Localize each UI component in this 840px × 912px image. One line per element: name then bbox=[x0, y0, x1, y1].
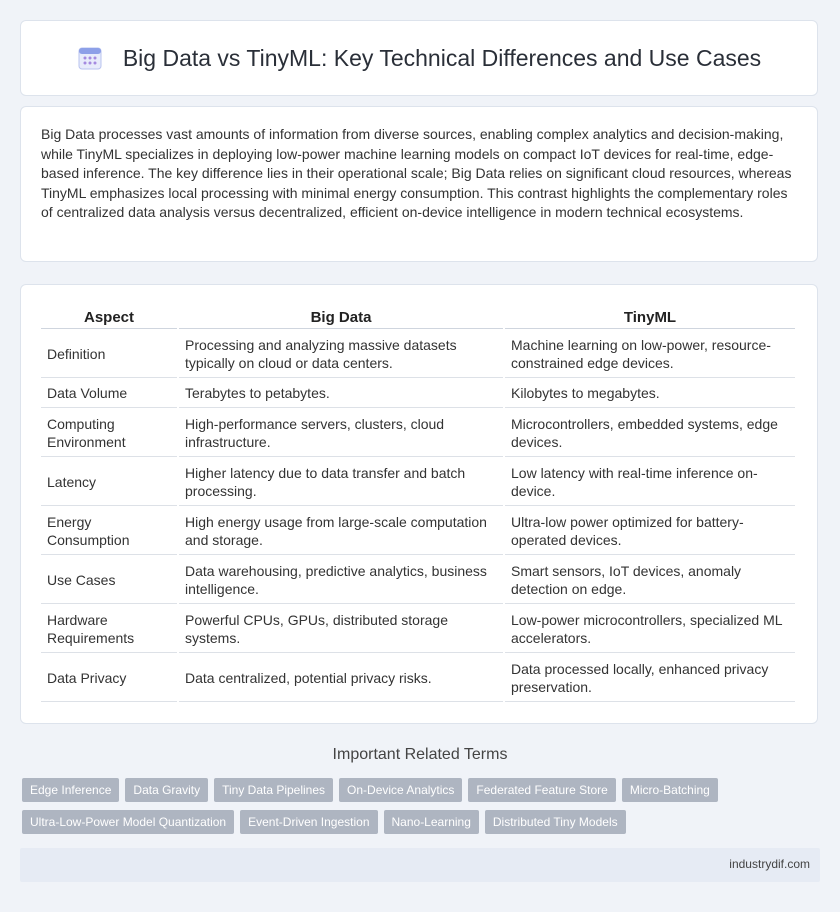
cell-tinyml: Low-power microcontrollers, specialized ML accelerators. bbox=[505, 604, 795, 653]
related-term-tag[interactable]: Tiny Data Pipelines bbox=[214, 778, 333, 802]
table-row bbox=[41, 329, 795, 378]
related-term-tag[interactable]: On-Device Analytics bbox=[339, 778, 462, 802]
footer-site[interactable]: industrydif.com bbox=[729, 857, 810, 871]
cell-aspect: Data Privacy bbox=[41, 653, 177, 702]
cell-aspect: Use Cases bbox=[41, 555, 177, 604]
calendar-grid-icon bbox=[77, 45, 103, 71]
table-row bbox=[41, 378, 795, 408]
related-term-tag[interactable]: Distributed Tiny Models bbox=[485, 810, 626, 834]
related-term-tag[interactable]: Data Gravity bbox=[125, 778, 208, 802]
related-term-tag[interactable]: Event-Driven Ingestion bbox=[240, 810, 377, 834]
page-title: Big Data vs TinyML: Key Technical Differences and Use Cases bbox=[122, 44, 762, 71]
table-header-row bbox=[41, 303, 795, 329]
title-card bbox=[20, 20, 818, 96]
cell-aspect: Energy Consumption bbox=[41, 506, 177, 555]
cell-big-data: Terabytes to petabytes. bbox=[179, 378, 503, 408]
table-row bbox=[41, 555, 795, 604]
header-aspect: Aspect bbox=[41, 303, 177, 329]
comparison-card bbox=[20, 284, 818, 724]
cell-aspect: Computing Environment bbox=[41, 408, 177, 457]
related-terms-title: Important Related Terms bbox=[332, 746, 508, 763]
cell-tinyml: Machine learning on low-power, resource-constrained edge devices. bbox=[505, 329, 795, 378]
cell-big-data: Processing and analyzing massive datasets typically on cloud or data centers. bbox=[179, 329, 503, 378]
cell-aspect: Latency bbox=[41, 457, 177, 506]
related-term-tag[interactable]: Nano-Learning bbox=[384, 810, 479, 834]
table-row bbox=[41, 408, 795, 457]
related-tags-row-2 bbox=[22, 810, 822, 842]
cell-big-data: High energy usage from large-scale computation and storage. bbox=[179, 506, 503, 555]
cell-aspect: Definition bbox=[41, 329, 177, 378]
related-term-tag[interactable]: Edge Inference bbox=[22, 778, 119, 802]
cell-tinyml: Ultra-low power optimized for battery-operated devices. bbox=[505, 506, 795, 555]
cell-big-data: Data warehousing, predictive analytics, business intelligence. bbox=[179, 555, 503, 604]
cell-tinyml: Data processed locally, enhanced privacy preservation. bbox=[505, 653, 795, 702]
cell-tinyml: Microcontrollers, embedded systems, edge devices. bbox=[505, 408, 795, 457]
cell-tinyml: Low latency with real-time inference on-device. bbox=[505, 457, 795, 506]
related-term-tag[interactable]: Federated Feature Store bbox=[468, 778, 615, 802]
cell-aspect: Hardware Requirements bbox=[41, 604, 177, 653]
cell-big-data: Data centralized, potential privacy risks. bbox=[179, 653, 503, 702]
cell-tinyml: Kilobytes to megabytes. bbox=[505, 378, 795, 408]
related-term-tag[interactable]: Ultra-Low-Power Model Quantization bbox=[22, 810, 234, 834]
cell-tinyml: Smart sensors, IoT devices, anomaly detection on edge. bbox=[505, 555, 795, 604]
intro-card bbox=[20, 106, 818, 262]
cell-big-data: High-performance servers, clusters, cloud infrastructure. bbox=[179, 408, 503, 457]
table-row bbox=[41, 457, 795, 506]
cell-big-data: Higher latency due to data transfer and batch processing. bbox=[179, 457, 503, 506]
table-row bbox=[41, 604, 795, 653]
table-row bbox=[41, 653, 795, 702]
related-tags-row-1 bbox=[22, 778, 822, 810]
comparison-table bbox=[39, 303, 797, 702]
header-tinyml: TinyML bbox=[505, 303, 795, 329]
related-term-tag[interactable]: Micro-Batching bbox=[622, 778, 718, 802]
header-big-data: Big Data bbox=[179, 303, 503, 329]
cell-aspect: Data Volume bbox=[41, 378, 177, 408]
table-row bbox=[41, 506, 795, 555]
cell-big-data: Powerful CPUs, GPUs, distributed storage systems. bbox=[179, 604, 503, 653]
intro-text: Big Data processes vast amounts of information from diverse sources, enabling complex analytics and decision-making, while TinyML specializes in deploying low-power machine learning models on compact IoT devices for real-time, edge-based inference. The key difference lies in their operational scale; Big Data relies on significant cloud resources, whereas TinyML emphasizes local processing with minimal energy consumption. This contrast highlights the complementary roles of centralized data analysis versus decentralized, efficient on-device intelligence in modern technical ecosystems. bbox=[41, 126, 792, 220]
footer bbox=[20, 848, 820, 882]
